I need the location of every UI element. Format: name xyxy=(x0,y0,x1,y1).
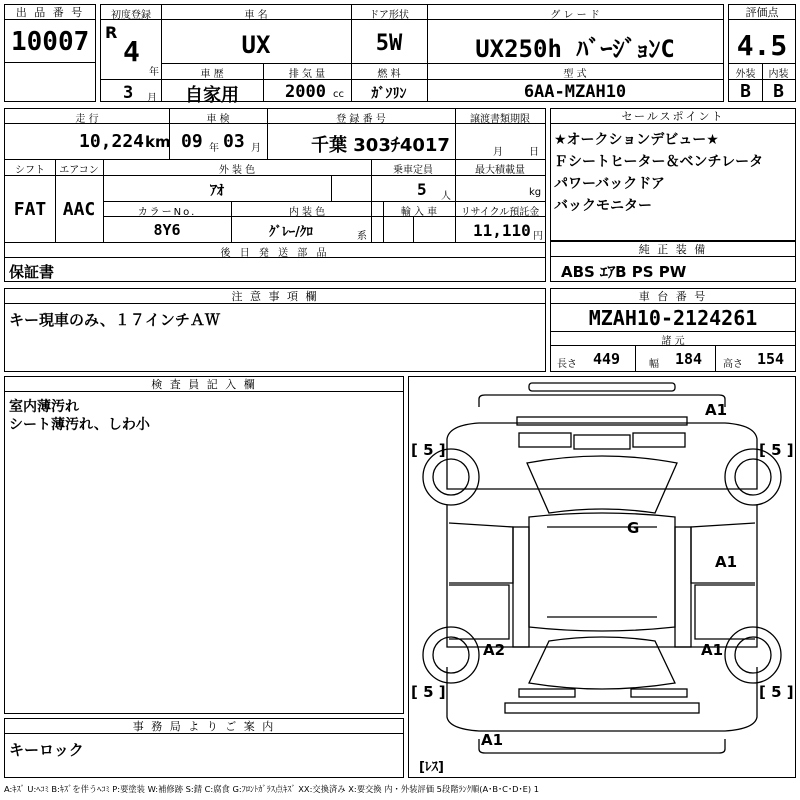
load-label: 最大積載量 xyxy=(475,165,525,176)
sales-point-4: バックモニター xyxy=(554,198,652,214)
model: 6AA-MZAH10 xyxy=(523,82,627,102)
chassis-box xyxy=(550,288,796,372)
lot-number-cell xyxy=(4,4,96,102)
score: 4.5 xyxy=(736,29,788,62)
door-label: ドア形状 xyxy=(369,10,409,21)
length-label: 長さ xyxy=(557,359,577,370)
shift: FAT xyxy=(13,199,47,220)
inspector-line-1: 室内薄汚れ xyxy=(9,399,79,415)
width-label: 幅 xyxy=(649,359,659,370)
color-number: 8Y6 xyxy=(153,221,181,239)
inspector-line-2: シート薄汚れ、しわ小 xyxy=(9,417,150,433)
sales-points-label: セールスポイント xyxy=(551,109,795,124)
office-note: キーロック xyxy=(9,741,84,759)
displacement-unit: cc xyxy=(333,89,344,100)
inspection-label: 車 検 xyxy=(206,114,230,125)
spare-tire: [ﾚｽ] xyxy=(419,760,444,775)
equipment: ABS ｴｱB PS PW xyxy=(561,263,687,281)
recycle-fee: 11,110 xyxy=(473,221,531,240)
mark-rear-bumper: A1 xyxy=(481,731,504,749)
capacity: 5 xyxy=(417,180,427,199)
fuel-label: 燃 料 xyxy=(377,69,401,80)
office-box xyxy=(4,718,404,778)
sales-point-3: パワーバックドア xyxy=(554,176,665,192)
mark-right-rear-door: A1 xyxy=(715,553,738,571)
interior-label: 内 装 色 xyxy=(288,207,326,218)
dims-label: 諸 元 xyxy=(661,336,685,347)
model-label: 型 式 xyxy=(563,69,587,80)
equipment-label: 純 正 装 備 xyxy=(551,242,795,257)
mark-right-rear-wheel: A1 xyxy=(701,641,724,659)
int-label: 内装 xyxy=(768,69,789,80)
fuel: ｶﾞｿﾘﾝ xyxy=(371,86,407,102)
tire-rear-left: [ 5 ] xyxy=(411,683,446,701)
car-name: UX xyxy=(241,31,271,59)
history: 自家用 xyxy=(185,85,239,106)
vehicle-info-grid xyxy=(4,108,546,282)
displacement-label: 排 気 量 xyxy=(288,69,326,80)
inspection-month: 03 xyxy=(223,131,245,152)
score-cell xyxy=(728,4,796,102)
car-name-label: 車 名 xyxy=(244,10,268,21)
mileage: 10,224 xyxy=(79,131,145,152)
inspection-year-unit: 年 xyxy=(209,143,219,154)
ext-score: B xyxy=(740,81,751,102)
interior-unit: 系 xyxy=(357,231,367,242)
inspection-year: 09 xyxy=(181,131,203,152)
plate-label: 登 録 番 号 xyxy=(336,114,386,125)
header-block xyxy=(100,4,724,106)
sales-point-2: Ｆシートヒーター＆ベンチレータ xyxy=(554,154,764,170)
notes: キー現車のみ、１７インチＡＷ xyxy=(9,311,220,329)
mileage-label: 走 行 xyxy=(75,114,99,125)
height-label: 高さ xyxy=(723,359,743,370)
reg-month-unit: 月 xyxy=(147,93,157,104)
air-conditioner: AAC xyxy=(62,199,96,220)
load-unit: kg xyxy=(529,187,542,198)
mark-front-bumper: A1 xyxy=(705,401,728,419)
notes-label: 注 意 事 項 欄 xyxy=(5,289,545,304)
chassis-label: 車 台 番 号 xyxy=(551,289,795,304)
int-score: B xyxy=(773,81,784,102)
interior-color: ｸﾞﾚｰ/ｸﾛ xyxy=(269,225,313,240)
era: R xyxy=(105,23,118,42)
door-type: 5W xyxy=(375,31,403,56)
sales-point-1: ★オークションデビュー★ xyxy=(554,132,719,148)
reg-month: 3 xyxy=(123,83,134,103)
inspector-box xyxy=(4,376,404,714)
length: 449 xyxy=(593,350,621,368)
equipment-box xyxy=(550,241,796,282)
grade: UX250h ﾊﾞｰｼﾞｮﾝC xyxy=(475,35,675,63)
plate-number: 千葉 303ﾁ4017 xyxy=(311,135,450,156)
tire-rear-right: [ 5 ] xyxy=(759,683,794,701)
later-parts-label: 後 日 発 送 部 品 xyxy=(220,248,330,259)
recycle-unit: 円 xyxy=(533,231,543,242)
later-parts: 保証書 xyxy=(9,263,55,281)
inspector-label: 検 査 員 記 入 欄 xyxy=(5,377,403,392)
history-label: 車 歴 xyxy=(200,69,224,80)
office-label: 事 務 局 よ り ご 案 内 xyxy=(5,719,403,734)
first-reg-label: 初度登録 xyxy=(111,10,151,21)
capacity-unit: 人 xyxy=(441,191,451,202)
ext-label: 外装 xyxy=(735,69,756,80)
import-label: 輸 入 車 xyxy=(400,207,438,218)
tire-front-left: [ 5 ] xyxy=(411,441,446,459)
recycle-label: リサイクル預託金 xyxy=(460,207,540,218)
transfer-label: 譲渡書類期限 xyxy=(470,114,530,125)
ac-label: エアコン xyxy=(59,165,99,176)
color-no-label: カラーNo. xyxy=(137,207,197,218)
lot-number: 10007 xyxy=(11,27,90,57)
color-label: 外 装 色 xyxy=(218,165,256,176)
damage-diagram-box xyxy=(408,376,796,778)
car-diagram xyxy=(409,377,795,777)
reg-year: 4 xyxy=(123,35,140,68)
shift-label: シフト xyxy=(15,165,45,176)
grade-label: グ レ ー ド xyxy=(550,10,600,21)
notes-box xyxy=(4,288,546,372)
legend: A:ｷｽﾞ U:ﾍｺﾐ B:ｷｽﾞを伴うﾍｺﾐ P:要塗装 W:補修跡 S:錆 C:腐食 G:ﾌﾛﾝﾄｶﾞﾗｽ点ｷｽﾞ XX:交換済み X:要交換 内・外装評価 5段階ﾗﾝｸ順(A･B･C･D･E) 1 xyxy=(4,784,540,794)
exterior-color: ｱｵ xyxy=(210,183,224,199)
tire-front-right: [ 5 ] xyxy=(759,441,794,459)
lot-number-label: 出 品 番 号 xyxy=(5,5,95,20)
transfer-month-unit: 月 xyxy=(493,147,503,158)
mark-glass: G xyxy=(627,519,640,537)
inspection-month-unit: 月 xyxy=(251,143,261,154)
sales-points-box xyxy=(550,108,796,241)
height: 154 xyxy=(757,350,785,368)
capacity-label: 乗車定員 xyxy=(393,165,433,176)
mileage-unit: km xyxy=(145,133,171,151)
width: 184 xyxy=(675,350,703,368)
displacement: 2000 xyxy=(285,82,326,102)
reg-year-unit: 年 xyxy=(149,67,159,78)
chassis-number: MZAH10-2124261 xyxy=(588,306,758,330)
mark-left-rear-wheel: A2 xyxy=(483,641,506,659)
score-label: 評価点 xyxy=(729,5,795,20)
transfer-day-unit: 日 xyxy=(529,147,539,158)
